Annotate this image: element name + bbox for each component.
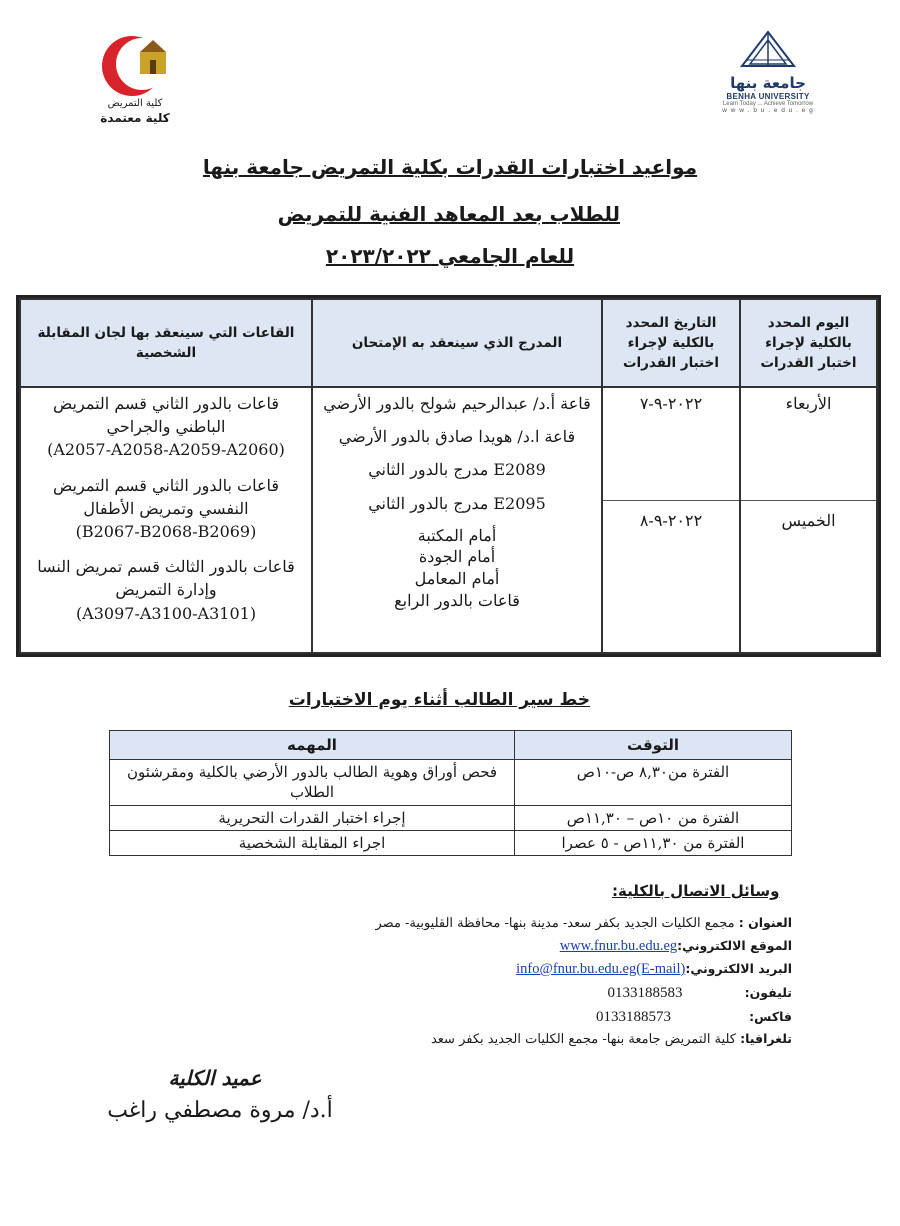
time-cell: الفترة من ١١,٣٠ص - ٥ عصرا xyxy=(515,830,792,855)
header-time: التوقت xyxy=(515,731,792,760)
time-cell: الفترة من٨,٣٠ ص-١٠ص xyxy=(515,760,792,806)
university-logo xyxy=(712,30,824,130)
room-codes: (B2067-B2068-B2069) xyxy=(75,521,257,541)
header-task: المهمه xyxy=(110,731,515,760)
header-date: التاريخ المحدد بالكلية لإجراء اختبار القدرات xyxy=(602,299,740,387)
address-label: العنوان : xyxy=(738,915,792,930)
heading-line-2: للطلاب بعد المعاهد الفنية للتمريض xyxy=(277,202,620,226)
heading-line-3: للعام الجامعي ٢٠٢٣/٢٠٢٢ xyxy=(325,244,575,268)
university-url: w w w . b u . e d u . e g xyxy=(722,107,814,114)
fax-value: 0133188573 xyxy=(596,1009,672,1026)
fax-label: فاكس: xyxy=(749,1009,792,1025)
day-item: الأربعاء xyxy=(785,394,832,413)
time-cell: الفترة من ١٠ص – ١١,٣٠ص xyxy=(515,805,792,830)
dean-title: عميد الكلية xyxy=(168,1066,262,1090)
crescent-logo-icon xyxy=(90,30,180,100)
address-row xyxy=(330,913,792,935)
telegraph-row xyxy=(330,1029,792,1051)
phone-row xyxy=(330,981,792,1005)
university-name-en: BENHA UNIVERSITY xyxy=(726,92,810,101)
website-label: الموقع الالكتروني: xyxy=(677,937,792,953)
hall-extra-item: أمام المكتبة xyxy=(417,525,497,545)
header-rooms: القاعات التي سينعقد بها لجان المقابلة الشخصية xyxy=(20,299,312,387)
university-name-ar: جامعة بنها xyxy=(730,74,806,92)
rooms-cell xyxy=(20,387,312,653)
day-item: الخميس xyxy=(741,500,876,532)
contact-block xyxy=(330,913,792,1051)
room-desc: قاعات بالدور الثاني قسم التمريض النفسي وتمريض الأطفال xyxy=(52,475,280,518)
university-tagline: Learn Today ... Achieve Tomorrow xyxy=(722,101,814,107)
phone-value: 0133188583 xyxy=(607,985,683,1002)
task-cell: إجراء اختبار القدرات التحريرية xyxy=(110,805,515,830)
date-cell xyxy=(602,387,740,653)
pyramid-logo-icon xyxy=(738,30,798,68)
dean-name: أ.د/ مروة مصطفي راغب xyxy=(107,1098,333,1123)
task-cell: اجراء المقابلة الشخصية xyxy=(110,830,515,855)
email-label: البريد الالكتروني: xyxy=(685,960,792,976)
room-desc: قاعات بالدور الثاني قسم التمريض الباطني والجراحي xyxy=(52,394,280,437)
hall-item: E2089 مدرج بالدور الثاني xyxy=(368,460,546,480)
phone-label: تليفون: xyxy=(744,985,792,1001)
email-link[interactable]: info@fnur.bu.edu.eg(E-mail) xyxy=(516,960,686,977)
room-group xyxy=(29,474,303,544)
room-codes: (A3097-A3100-A3101) xyxy=(75,603,257,623)
faculty-caption: كلية التمريض xyxy=(107,98,163,109)
room-desc: قاعات بالدور الثالث قسم تمريض النسا وإدارة التمريض xyxy=(37,557,295,600)
date-item: ٢٠٢٢-٩-٧ xyxy=(639,394,703,413)
room-codes: (A2057-A2058-A2059-A2060) xyxy=(47,440,285,460)
date-item: ٢٠٢٢-٩-٨ xyxy=(603,500,739,532)
contact-title: وسائل الاتصال بالكلية: xyxy=(612,882,780,900)
heading-line-1: مواعيد اختبارات القدرات بكلية التمريض جامعة بنها xyxy=(202,155,698,179)
header-day: اليوم المحدد بالكلية لإجراء اختبار القدرات xyxy=(740,299,877,387)
header-hall: المدرج الذي سينعقد به الإمتحان xyxy=(312,299,602,387)
faculty-logo xyxy=(80,30,190,140)
hall-item: قاعة ا.د/ هويدا صادق بالدور الأرضي xyxy=(338,427,576,447)
fax-row xyxy=(330,1005,792,1029)
telegraph-label: تلغرافيا: xyxy=(740,1031,792,1047)
flow-title: خط سير الطالب أثناء يوم الاختبارات xyxy=(288,690,590,710)
hall-extra-item: أمام المعامل xyxy=(414,568,500,588)
website-row xyxy=(330,935,792,958)
hall-item: E2095 مدرج بالدور الثاني xyxy=(368,493,546,513)
faculty-accredited: كلية معتمدة xyxy=(100,111,170,125)
exam-schedule-table xyxy=(16,295,881,657)
table-row xyxy=(110,805,792,830)
address-value: مجمع الكليات الجديد بكفر سعد- مدينة بنها- محافظة القليوبية- مصر xyxy=(375,916,735,931)
email-row xyxy=(330,958,792,981)
hall-item: قاعة أ.د/ عبدالرحيم شولح بالدور الأرضي xyxy=(323,394,591,413)
telegraph-value: كلية التمريض جامعة بنها- مجمع الكليات الجديد بكفر سعد xyxy=(430,1032,736,1048)
website-link[interactable]: www.fnur.bu.edu.eg xyxy=(559,937,678,954)
task-cell: فحص أوراق وهوية الطالب بالدور الأرضي بالكلية ومقرشئون الطلاب xyxy=(110,760,515,806)
hall-cell xyxy=(312,387,602,653)
table-row xyxy=(110,830,792,855)
room-group xyxy=(29,392,303,462)
hall-extra-item: أمام الجودة xyxy=(418,547,496,567)
day-cell xyxy=(740,387,877,653)
hall-extra-item: قاعات بالدور الرابع xyxy=(394,590,520,610)
flow-table xyxy=(109,730,792,858)
room-group xyxy=(29,555,303,625)
table-row xyxy=(110,760,792,806)
